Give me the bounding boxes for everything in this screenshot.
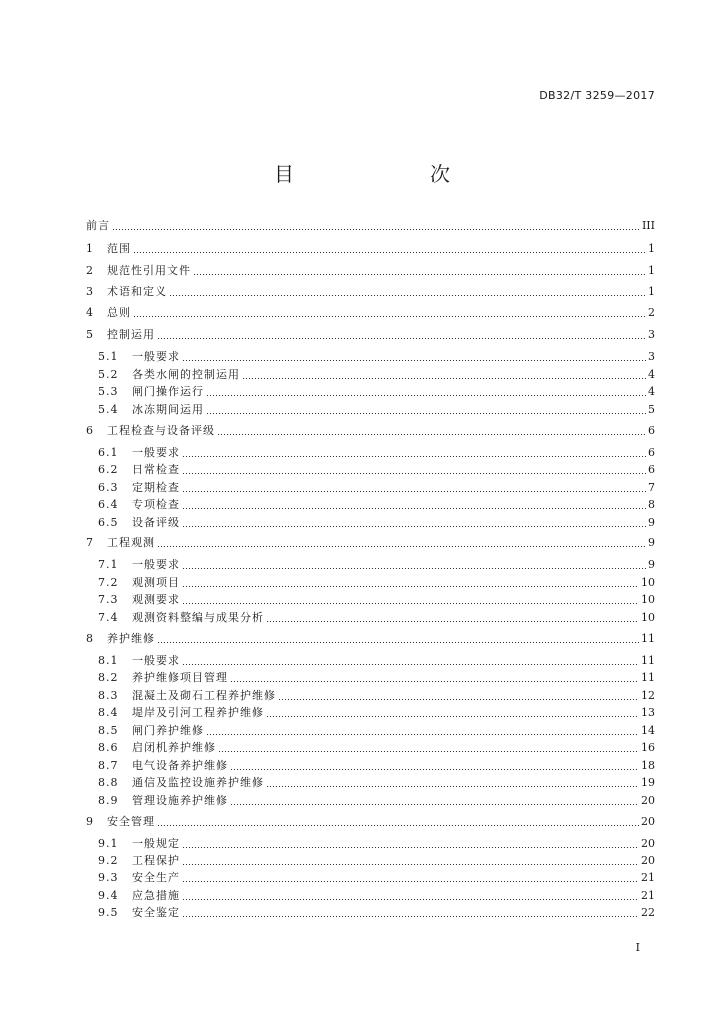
toc-entry-title: 工程观测	[107, 536, 155, 549]
toc-entry[interactable]	[86, 305, 655, 321]
toc-entry-number: 9	[86, 815, 93, 828]
toc-entry-number: 8.2	[98, 671, 119, 684]
toc-entry-title: 堤岸及引河工程养护维修	[132, 706, 264, 719]
dot-leader	[133, 252, 646, 253]
toc-entry-title: 工程保护	[132, 854, 180, 867]
toc-entry[interactable]	[98, 384, 655, 400]
toc-entry[interactable]	[86, 241, 655, 257]
toc-entry-title: 日常检查	[132, 463, 180, 476]
toc-entry[interactable]	[98, 592, 655, 608]
toc-entry-number: 7.2	[98, 576, 119, 589]
toc-entry-title: 各类水闸的控制运用	[132, 368, 240, 381]
toc-entry-number: 1	[86, 242, 93, 255]
toc-entry[interactable]	[98, 793, 655, 809]
dot-leader	[157, 338, 646, 339]
toc-entry-number: 8	[86, 632, 93, 645]
toc-entry-page: 21	[641, 871, 655, 884]
toc-entry-page: 20	[641, 815, 655, 828]
dot-leader	[133, 316, 646, 317]
toc-entry[interactable]	[98, 775, 655, 791]
toc-entry[interactable]	[98, 653, 655, 669]
toc-entry-page: 3	[648, 350, 655, 363]
toc-entry-title: 总则	[107, 306, 131, 319]
toc-entry-page: 9	[648, 558, 655, 571]
toc-entry-title: 养护维修项目管理	[132, 671, 228, 684]
toc-entry-title: 观测项目	[132, 576, 180, 589]
toc-entry-page: 5	[648, 403, 655, 416]
toc-title: 目 次	[274, 162, 482, 186]
toc-entry-title: 专项检查	[132, 498, 180, 511]
toc-entry-page: 9	[648, 516, 655, 529]
toc-entry[interactable]	[98, 497, 655, 513]
toc-entry-number: 8.8	[98, 776, 119, 789]
dot-leader	[182, 473, 646, 474]
toc-entry[interactable]	[98, 445, 655, 461]
toc-entry-page: 16	[641, 741, 655, 754]
toc-entry-number: 7	[86, 536, 93, 549]
dot-leader	[182, 456, 646, 457]
toc-entry-title: 前言	[86, 219, 110, 232]
dot-leader	[182, 603, 639, 604]
toc-entry-number: 6.3	[98, 481, 119, 494]
dot-leader	[182, 526, 646, 527]
dot-leader	[157, 825, 639, 826]
toc-entry-number: 9.4	[98, 889, 119, 902]
toc-entry-number: 5	[86, 328, 93, 341]
dot-leader	[230, 681, 639, 682]
toc-entry-number: 8.1	[98, 654, 119, 667]
toc-entry-title: 一般要求	[132, 350, 180, 363]
toc-entry[interactable]	[98, 888, 655, 904]
toc-entry-number: 8.9	[98, 794, 119, 807]
toc-entry[interactable]	[98, 853, 655, 869]
toc-entry[interactable]	[86, 263, 655, 279]
toc-entry-number: 9.3	[98, 871, 119, 884]
toc-entry[interactable]	[86, 284, 655, 300]
toc-entry[interactable]	[98, 870, 655, 886]
toc-entry-page: 11	[641, 632, 655, 645]
toc-entry-title: 安全生产	[132, 871, 180, 884]
dot-leader	[182, 664, 639, 665]
toc-entry-number: 5.4	[98, 403, 119, 416]
toc-entry-number: 4	[86, 306, 93, 319]
toc-entry-page: 3	[648, 328, 655, 341]
toc-entry-page: 1	[648, 242, 655, 255]
toc-entry-title: 通信及监控设施养护维修	[132, 776, 264, 789]
toc-entry-page: 22	[641, 906, 655, 919]
toc-entry-number: 6.5	[98, 516, 119, 529]
toc-entry-title: 术语和定义	[107, 285, 167, 298]
toc-entry-page: 20	[641, 854, 655, 867]
toc-entry-page: 10	[641, 611, 655, 624]
toc-entry-number: 6.4	[98, 498, 119, 511]
toc-entry-title: 混凝土及砌石工程养护维修	[132, 689, 276, 702]
toc-entry-title: 一般规定	[132, 837, 180, 850]
document-code: DB32/T 3259—2017	[539, 89, 655, 102]
toc-entry-number: 8.5	[98, 724, 119, 737]
dot-leader	[206, 395, 646, 396]
toc-entry[interactable]	[86, 218, 655, 234]
toc-entry[interactable]	[98, 836, 655, 852]
toc-entry-title: 一般要求	[132, 558, 180, 571]
toc-entry[interactable]	[98, 515, 655, 531]
toc-entry[interactable]	[86, 631, 655, 647]
toc-entry-number: 9.2	[98, 854, 119, 867]
toc-entry[interactable]	[86, 423, 655, 439]
toc-entry-number: 8.6	[98, 741, 119, 754]
toc-entry-title: 安全鉴定	[132, 906, 180, 919]
toc-entry-title: 养护维修	[107, 632, 155, 645]
dot-leader	[157, 642, 639, 643]
dot-leader	[182, 916, 639, 917]
toc-entry-page: III	[641, 219, 655, 232]
toc-entry[interactable]	[86, 327, 655, 343]
toc-entry-number: 9.5	[98, 906, 119, 919]
dot-leader	[206, 413, 646, 414]
toc-entry[interactable]	[98, 905, 655, 921]
dot-leader	[193, 274, 646, 275]
toc-entry-title: 定期检查	[132, 481, 180, 494]
dot-leader	[230, 769, 639, 770]
toc-entry-number: 8.7	[98, 759, 119, 772]
toc-entry-title: 安全管理	[107, 815, 155, 828]
toc-entry-number: 7.4	[98, 611, 119, 624]
toc-entry-title: 一般要求	[132, 446, 180, 459]
toc-entry-page: 4	[648, 368, 655, 381]
toc-entry-title: 管理设施养护维修	[132, 794, 228, 807]
toc-entry[interactable]	[98, 349, 655, 365]
toc-entry-title: 电气设备养护维修	[132, 759, 228, 772]
toc-entry-title: 闸门养护维修	[132, 724, 204, 737]
toc-entry[interactable]	[98, 758, 655, 774]
dot-leader	[112, 229, 640, 230]
toc-entry-page: 11	[641, 671, 655, 684]
toc-entry-page: 20	[641, 837, 655, 850]
dot-leader	[218, 751, 639, 752]
toc-entry-page: 20	[641, 794, 655, 807]
toc-entry-page: 1	[648, 285, 655, 298]
dot-leader	[169, 295, 646, 296]
dot-leader	[182, 864, 639, 865]
toc-entry-page: 9	[648, 536, 655, 549]
toc-entry-number: 2	[86, 264, 93, 277]
dot-leader	[182, 360, 646, 361]
toc-entry[interactable]	[98, 575, 655, 591]
toc-entry-title: 应急措施	[132, 889, 180, 902]
page-number: I	[635, 941, 640, 954]
toc-entry-number: 3	[86, 285, 93, 298]
toc-entry-page: 8	[648, 498, 655, 511]
toc-entry-page: 1	[648, 264, 655, 277]
toc-entry-page: 19	[641, 776, 655, 789]
toc-entry-title: 观测要求	[132, 593, 180, 606]
toc-entry-title: 闸门操作运行	[132, 385, 204, 398]
toc-entry-title: 启闭机养护维修	[132, 741, 216, 754]
toc-entry-title: 范围	[107, 242, 131, 255]
dot-leader	[182, 586, 639, 587]
toc-entry-title: 一般要求	[132, 654, 180, 667]
toc-entry-page: 14	[641, 724, 655, 737]
toc-entry-page: 11	[641, 654, 655, 667]
toc-entry[interactable]	[98, 705, 655, 721]
toc-entry-title: 设备评级	[132, 516, 180, 529]
dot-leader	[182, 847, 639, 848]
toc-entry-title: 观测资料整编与成果分析	[132, 611, 264, 624]
toc-entry[interactable]	[98, 610, 655, 626]
toc-entry-title: 工程检查与设备评级	[107, 424, 215, 437]
toc-entry-page: 6	[648, 446, 655, 459]
dot-leader	[182, 491, 646, 492]
toc-entry-title: 规范性引用文件	[107, 264, 191, 277]
toc-entry-number: 8.3	[98, 689, 119, 702]
toc-entry-title: 控制运用	[107, 328, 155, 341]
toc-entry[interactable]	[98, 462, 655, 478]
dot-leader	[157, 546, 646, 547]
toc-entry-title: 冰冻期间运用	[132, 403, 204, 416]
toc-entry[interactable]	[98, 402, 655, 418]
dot-leader	[266, 786, 639, 787]
dot-leader	[230, 804, 639, 805]
toc-entry-page: 10	[641, 576, 655, 589]
toc-entry[interactable]	[98, 688, 655, 704]
toc-entry[interactable]	[86, 814, 655, 830]
toc-entry-number: 5.1	[98, 350, 119, 363]
dot-leader	[182, 508, 646, 509]
dot-leader	[242, 378, 646, 379]
toc-entry[interactable]	[98, 723, 655, 739]
toc-entry-number: 7.1	[98, 558, 119, 571]
toc-entry-page: 6	[648, 424, 655, 437]
dot-leader	[182, 899, 639, 900]
dot-leader	[266, 621, 639, 622]
toc-entry[interactable]	[98, 740, 655, 756]
toc-entry[interactable]	[86, 535, 655, 551]
toc-entry[interactable]	[98, 367, 655, 383]
toc-entry-number: 5.2	[98, 368, 119, 381]
toc-entry-number: 6	[86, 424, 93, 437]
toc-entry-page: 10	[641, 593, 655, 606]
toc-entry-page: 12	[641, 689, 655, 702]
toc-entry-page: 21	[641, 889, 655, 902]
toc-entry-number: 6.1	[98, 446, 119, 459]
toc-entry-page: 7	[648, 481, 655, 494]
dot-leader	[206, 734, 639, 735]
dot-leader	[182, 568, 646, 569]
toc-entry-number: 8.4	[98, 706, 119, 719]
toc-entry[interactable]	[98, 670, 655, 686]
toc-entry-page: 2	[648, 306, 655, 319]
toc-entry-number: 5.3	[98, 385, 119, 398]
toc-entry-number: 9.1	[98, 837, 119, 850]
toc-entry-page: 4	[648, 385, 655, 398]
dot-leader	[217, 434, 646, 435]
dot-leader	[182, 881, 639, 882]
toc-entry-number: 6.2	[98, 463, 119, 476]
toc-entry-page: 13	[641, 706, 655, 719]
toc-entry-page: 6	[648, 463, 655, 476]
dot-leader	[266, 716, 639, 717]
toc-entry-page: 18	[641, 759, 655, 772]
toc-entry[interactable]	[98, 557, 655, 573]
toc-entry[interactable]	[98, 480, 655, 496]
toc-entry-number: 7.3	[98, 593, 119, 606]
dot-leader	[278, 699, 639, 700]
